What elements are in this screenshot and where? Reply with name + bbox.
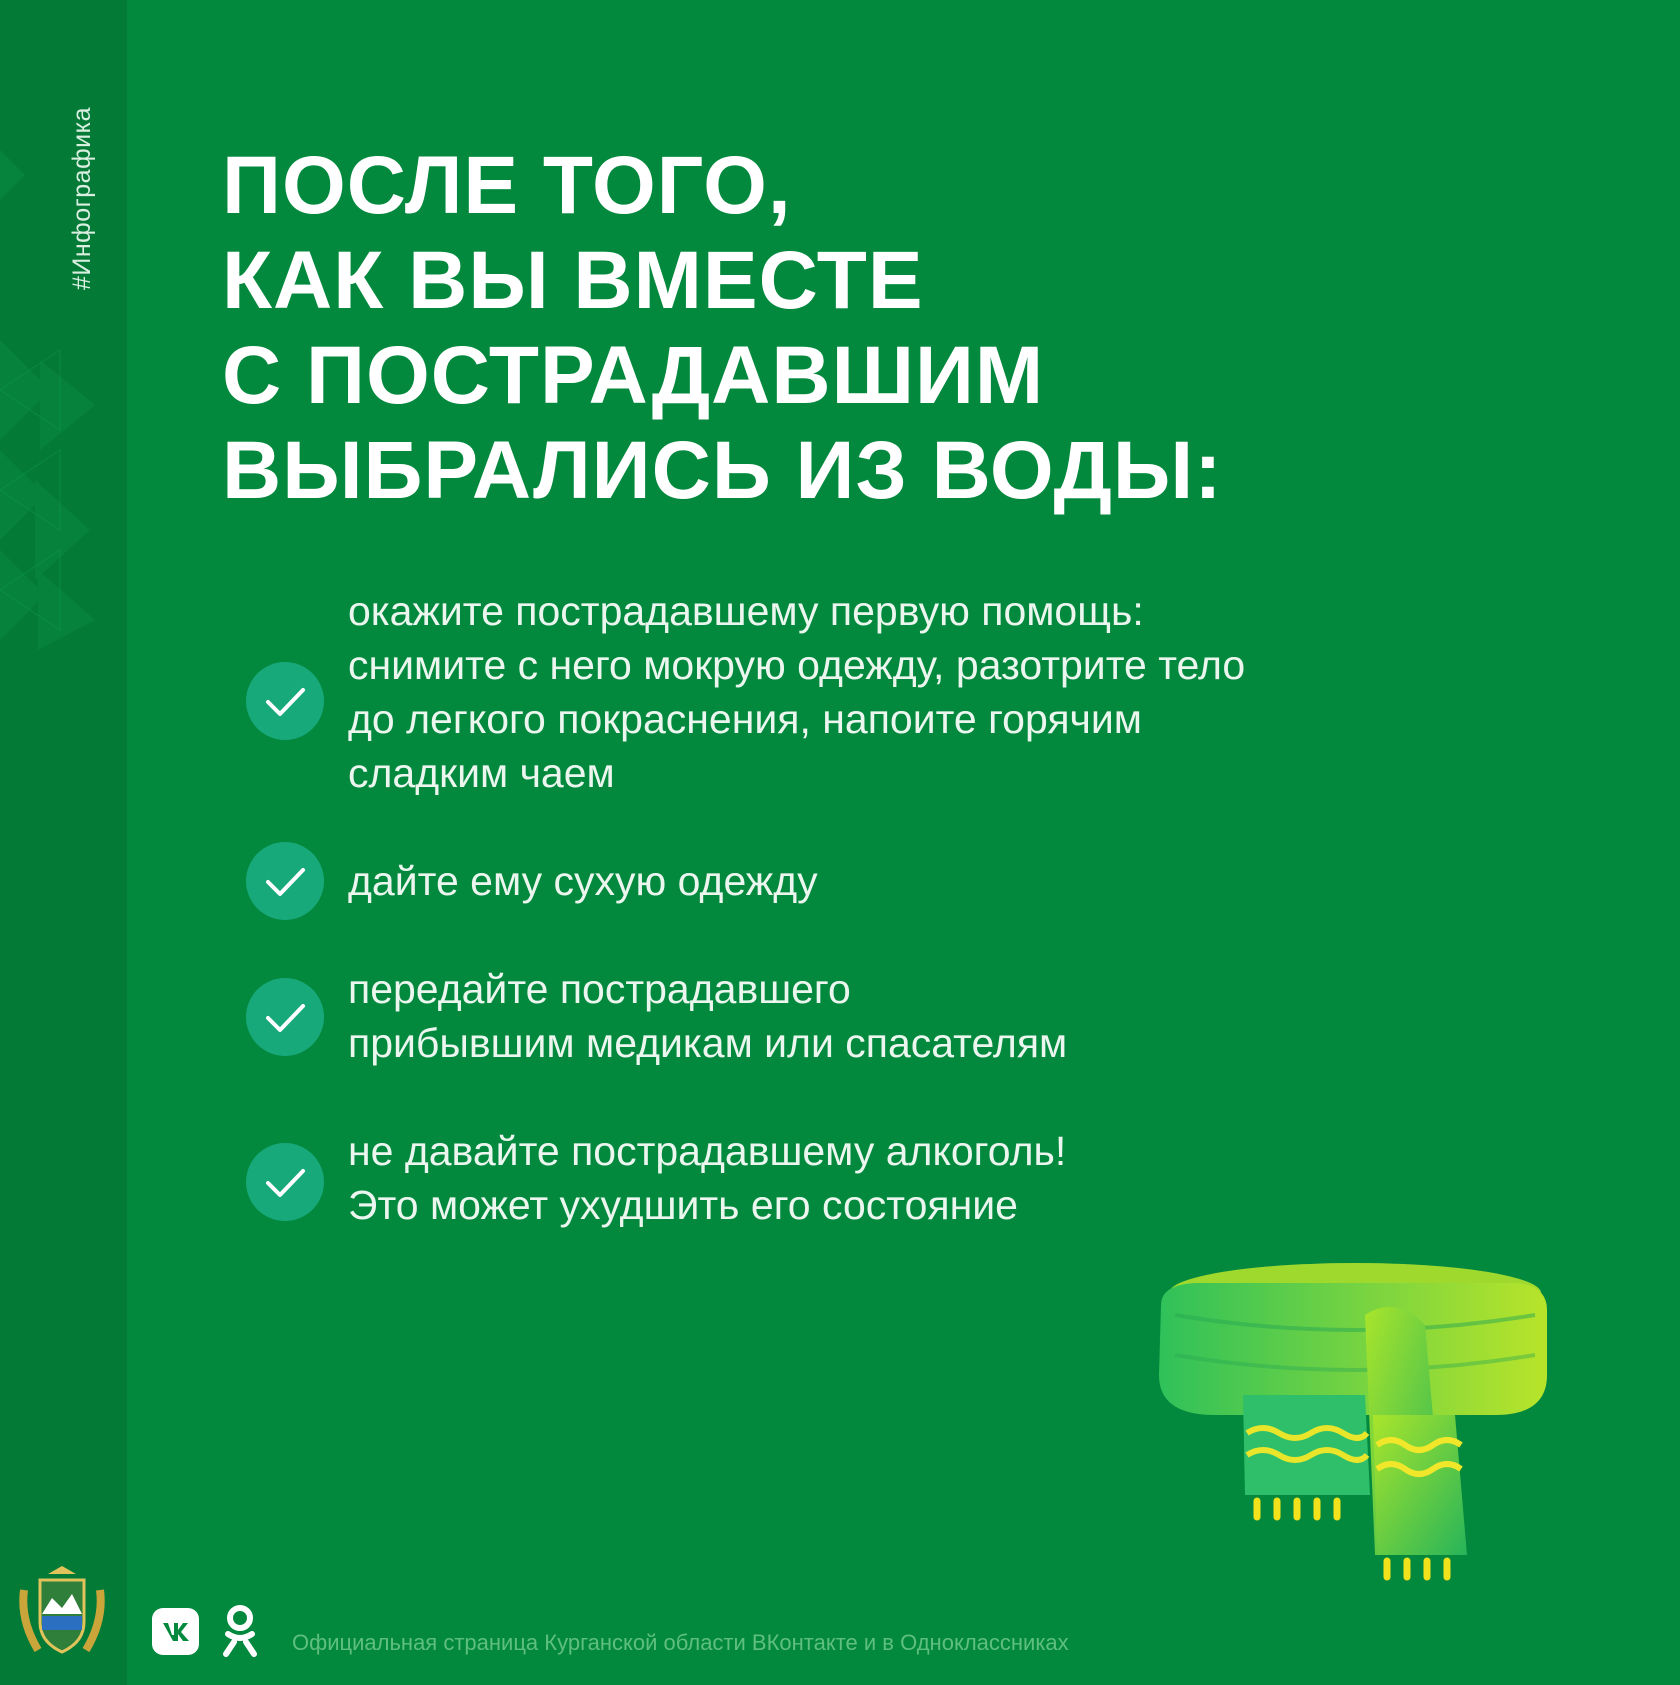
checkmark-circle-icon [246, 1143, 324, 1221]
scarf-icon [1155, 1255, 1555, 1585]
checklist-item-text: передайте пострадавшего прибывшим медикам или спасателям [348, 966, 1068, 1066]
footer-text: Официальная страница Курганской области ВКонтакте и в Одноклассниках [292, 1630, 1069, 1655]
kurgan-region-coat-of-arms-icon [18, 1560, 106, 1660]
title-line: ПОСЛЕ ТОГО, [222, 140, 792, 231]
title-line: ВЫБРАЛИСЬ ИЗ ВОДЫ: [222, 425, 1223, 516]
title-line: КАК ВЫ ВМЕСТЕ [222, 235, 924, 326]
sidebar [0, 0, 127, 1685]
checkmark-circle-icon [246, 662, 324, 740]
triangle-pattern [0, 150, 127, 650]
title-line: С ПОСТРАДАВШИМ [222, 330, 1045, 421]
hashtag-label: #Инфографика [68, 106, 96, 290]
checklist-item-text: окажите пострадавшему первую помощь: снимите с него мокрую одежду, разотрите тело до легкого покраснения, напоите горячим сладким чаем [348, 588, 1246, 796]
page-title [222, 138, 1223, 518]
checkmark-circle-icon [246, 842, 324, 920]
checkmark-circle-icon [246, 978, 324, 1056]
odnoklassniki-icon[interactable] [222, 1604, 258, 1660]
checklist-item-text: дайте ему сухую одежду [348, 858, 818, 904]
vk-icon[interactable] [152, 1608, 199, 1655]
checklist-item-text: не давайте пострадавшему алкоголь! Это может ухудшить его состояние [348, 1128, 1067, 1228]
